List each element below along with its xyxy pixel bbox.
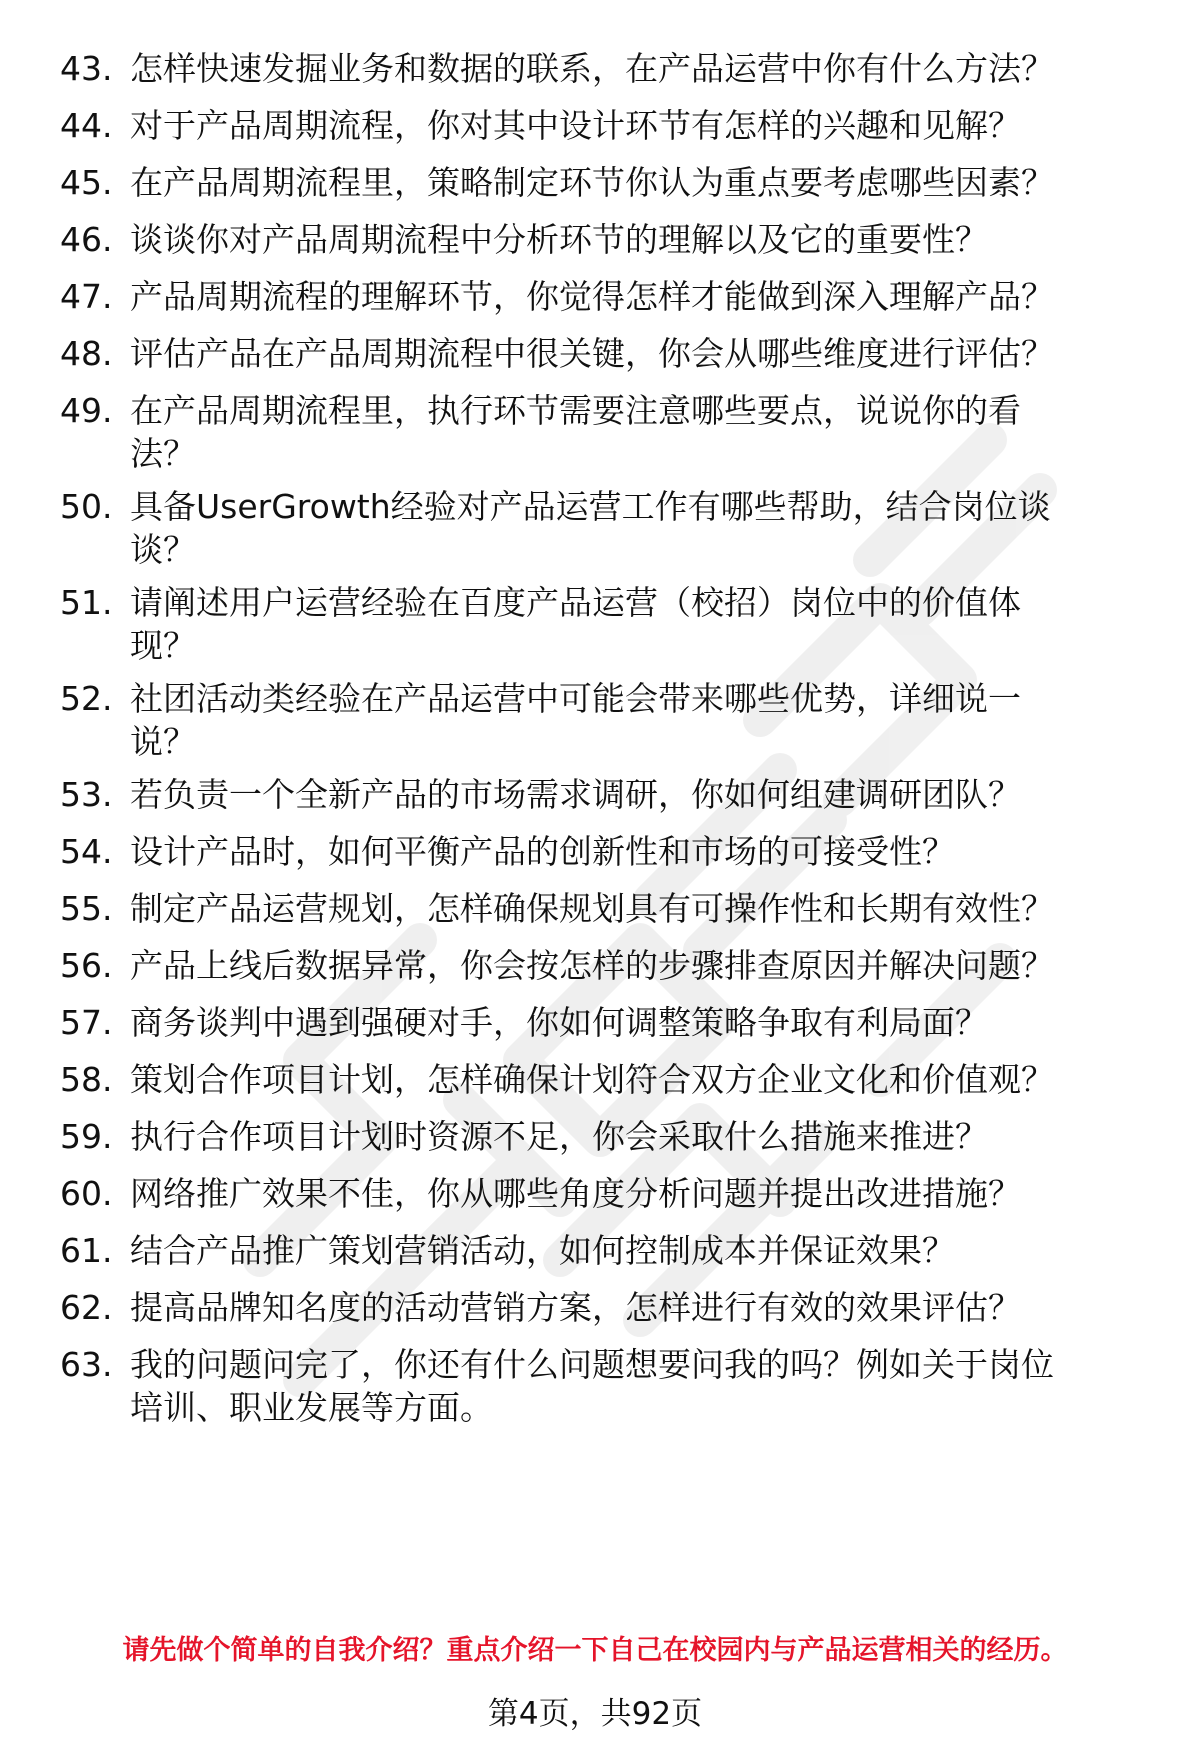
question-text-line: 说？ — [130, 722, 196, 761]
question-number: 59. — [60, 1117, 113, 1156]
question-text-line: 对于产品周期流程，你对其中设计环节有怎样的兴趣和见解？ — [130, 106, 1021, 145]
question-text — [130, 161, 1150, 204]
question-text-line: 培训、职业发展等方面。 — [130, 1388, 493, 1427]
question-text-line: 怎样快速发掘业务和数据的联系，在产品运营中你有什么方法？ — [130, 49, 1054, 88]
question-text — [130, 773, 1150, 816]
question-number: 60. — [60, 1174, 113, 1213]
question-number: 53. — [60, 775, 113, 814]
question-number: 56. — [60, 946, 113, 985]
question-text-line: 提高品牌知名度的活动营销方案，怎样进行有效的效果评估？ — [130, 1288, 1021, 1327]
question-number: 58. — [60, 1060, 113, 1099]
question-text-line: 若负责一个全新产品的市场需求调研，你如何组建调研团队？ — [130, 775, 1021, 814]
question-text — [130, 1058, 1150, 1101]
question-text-line: 网络推广效果不佳，你从哪些角度分析问题并提出改进措施？ — [130, 1174, 1021, 1213]
question-text-line: 执行合作项目计划时资源不足，你会采取什么措施来推进？ — [130, 1117, 988, 1156]
question-number: 43. — [60, 49, 113, 88]
question-text — [130, 887, 1150, 930]
question-number: 46. — [60, 220, 113, 259]
question-text-line: 具备UserGrowth经验对产品运营工作有哪些帮助，结合岗位谈 — [130, 487, 1051, 526]
question-text-line: 请阐述用户运营经验在百度产品运营（校招）岗位中的价值体 — [130, 583, 1021, 622]
question-number: 61. — [60, 1231, 113, 1270]
question-number: 51. — [60, 583, 113, 622]
question-text-line: 社团活动类经验在产品运营中可能会带来哪些优势，详细说一 — [130, 679, 1021, 718]
footer-note: 请先做个简单的自我介绍？重点介绍一下自己在校园内与产品运营相关的经历。 — [122, 1635, 1068, 1666]
question-number: 50. — [60, 487, 113, 526]
question-text — [130, 47, 1150, 90]
question-number: 55. — [60, 889, 113, 928]
question-text — [130, 1343, 1150, 1429]
question-text — [130, 677, 1150, 763]
question-number: 57. — [60, 1003, 113, 1042]
question-text — [130, 1172, 1150, 1215]
question-text-line: 我的问题问完了，你还有什么问题想要问我的吗？例如关于岗位 — [130, 1345, 1054, 1384]
question-text — [130, 944, 1150, 987]
question-number: 52. — [60, 679, 113, 718]
question-text — [130, 1001, 1150, 1044]
question-number: 63. — [60, 1345, 113, 1384]
question-number: 44. — [60, 106, 113, 145]
question-text — [130, 830, 1150, 873]
question-text-line: 制定产品运营规划，怎样确保规划具有可操作性和长期有效性？ — [130, 889, 1054, 928]
question-text — [130, 1115, 1150, 1158]
question-text-line: 在产品周期流程里，执行环节需要注意哪些要点，说说你的看 — [130, 391, 1021, 430]
question-number: 48. — [60, 334, 113, 373]
question-text-line: 在产品周期流程里，策略制定环节你认为重点要考虑哪些因素？ — [130, 163, 1054, 202]
page-number: 第4页，共92页 — [487, 1696, 703, 1732]
question-text-line: 产品上线后数据异常，你会按怎样的步骤排查原因并解决问题？ — [130, 946, 1054, 985]
question-text-line: 评估产品在产品周期流程中很关键，你会从哪些维度进行评估？ — [130, 334, 1054, 373]
question-number: 47. — [60, 277, 113, 316]
question-text-line: 产品周期流程的理解环节，你觉得怎样才能做到深入理解产品？ — [130, 277, 1054, 316]
question-text — [130, 1229, 1150, 1272]
question-text — [130, 104, 1150, 147]
question-text — [130, 1286, 1150, 1329]
question-text-line: 谈？ — [130, 530, 196, 569]
question-text — [130, 485, 1150, 571]
question-text-line: 现？ — [130, 626, 196, 665]
question-text-line: 策划合作项目计划，怎样确保计划符合双方企业文化和价值观？ — [130, 1060, 1054, 1099]
question-number: 45. — [60, 163, 113, 202]
question-text — [130, 581, 1150, 667]
question-text — [130, 389, 1150, 475]
question-text — [130, 332, 1150, 375]
question-text — [130, 275, 1150, 318]
question-text — [130, 218, 1150, 261]
question-text-line: 商务谈判中遇到强硬对手，你如何调整策略争取有利局面？ — [130, 1003, 988, 1042]
question-text-line: 法？ — [130, 434, 196, 473]
question-text-line: 谈谈你对产品周期流程中分析环节的理解以及它的重要性？ — [130, 220, 988, 259]
question-text-line: 设计产品时，如何平衡产品的创新性和市场的可接受性？ — [130, 832, 955, 871]
question-number: 49. — [60, 391, 113, 430]
question-text-line: 结合产品推广策划营销活动，如何控制成本并保证效果？ — [130, 1231, 955, 1270]
question-number: 62. — [60, 1288, 113, 1327]
question-number: 54. — [60, 832, 113, 871]
